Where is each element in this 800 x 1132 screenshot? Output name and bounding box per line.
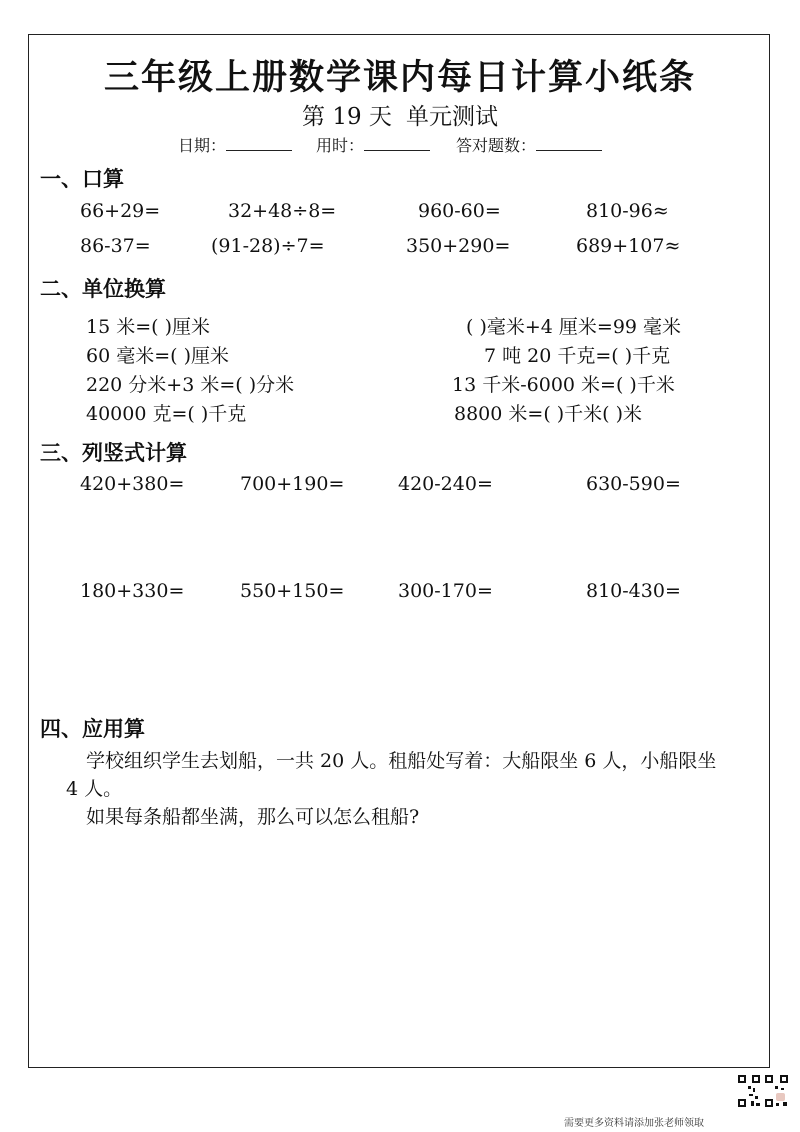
section-unit-conversion-title: 二、单位换算 xyxy=(40,277,166,301)
vertical-calc-item: 180+330= xyxy=(80,580,185,602)
mental-math-item: 810-96≈ xyxy=(586,200,669,222)
unit-conversion-item: 8800 米=( )千米( )米 xyxy=(454,403,643,425)
mental-math-item: 66+29= xyxy=(80,200,161,222)
vertical-calc-item: 810-430= xyxy=(586,580,681,602)
footer-note: 需要更多资料请添加张老师领取 xyxy=(564,1118,704,1129)
section-word-problem-title: 四、应用算 xyxy=(40,717,145,741)
section-vertical-calc-title: 三、列竖式计算 xyxy=(40,441,187,465)
unit-conversion-item: 13 千米-6000 米=( )千米 xyxy=(452,374,675,396)
unit-conversion-item: 7 吨 20 千克=( )千克 xyxy=(484,345,671,367)
worksheet-border xyxy=(28,34,770,1068)
worksheet-subtitle xyxy=(0,98,800,131)
worksheet-title: 三年级上册数学课内每日计算小纸条 xyxy=(103,58,696,98)
date-label: 日期： xyxy=(178,136,227,155)
mental-math-item: 960-60= xyxy=(418,200,501,222)
vertical-calc-item: 420-240= xyxy=(398,473,493,495)
correct-count-field xyxy=(456,133,602,156)
date-field xyxy=(178,133,292,156)
unit-label: 单元测试 xyxy=(405,104,498,130)
unit-conversion-item: 40000 克=( )千克 xyxy=(86,403,247,425)
mental-math-item: (91-28)÷7= xyxy=(211,235,325,257)
unit-conversion-item: 15 米=( )厘米 xyxy=(86,316,211,338)
vertical-calc-item: 630-590= xyxy=(586,473,681,495)
mental-math-item: 86-37= xyxy=(80,235,151,257)
time-label: 用时： xyxy=(316,136,365,155)
qr-code-icon xyxy=(737,1074,789,1108)
mental-math-item: 32+48÷8= xyxy=(228,200,337,222)
word-problem-line-2: 4 人。 xyxy=(66,778,123,800)
time-blank[interactable] xyxy=(364,136,430,151)
correct-count-label: 答对题数： xyxy=(456,136,537,155)
vertical-calc-item: 550+150= xyxy=(240,580,345,602)
section-mental-math-title: 一、口算 xyxy=(40,167,124,191)
word-problem-question: 如果每条船都坐满，那么可以怎么租船? xyxy=(86,806,420,828)
unit-conversion-item: 220 分米+3 米=( )分米 xyxy=(86,374,295,396)
unit-conversion-item: 60 毫米=( )厘米 xyxy=(86,345,230,367)
mental-math-item: 350+290= xyxy=(406,235,511,257)
vertical-calc-item: 700+190= xyxy=(240,473,345,495)
unit-conversion-item: ( )毫米+4 厘米=99 毫米 xyxy=(466,316,682,338)
time-field xyxy=(316,133,430,156)
correct-count-blank[interactable] xyxy=(536,136,602,151)
day-label: 第 19 天 xyxy=(302,104,392,130)
mental-math-item: 689+107≈ xyxy=(576,235,681,257)
word-problem-line-1: 学校组织学生去划船，一共 20 人。租船处写着：大船限坐 6 人，小船限坐 xyxy=(86,750,717,772)
vertical-calc-item: 420+380= xyxy=(80,473,185,495)
date-blank[interactable] xyxy=(226,136,292,151)
vertical-calc-item: 300-170= xyxy=(398,580,493,602)
